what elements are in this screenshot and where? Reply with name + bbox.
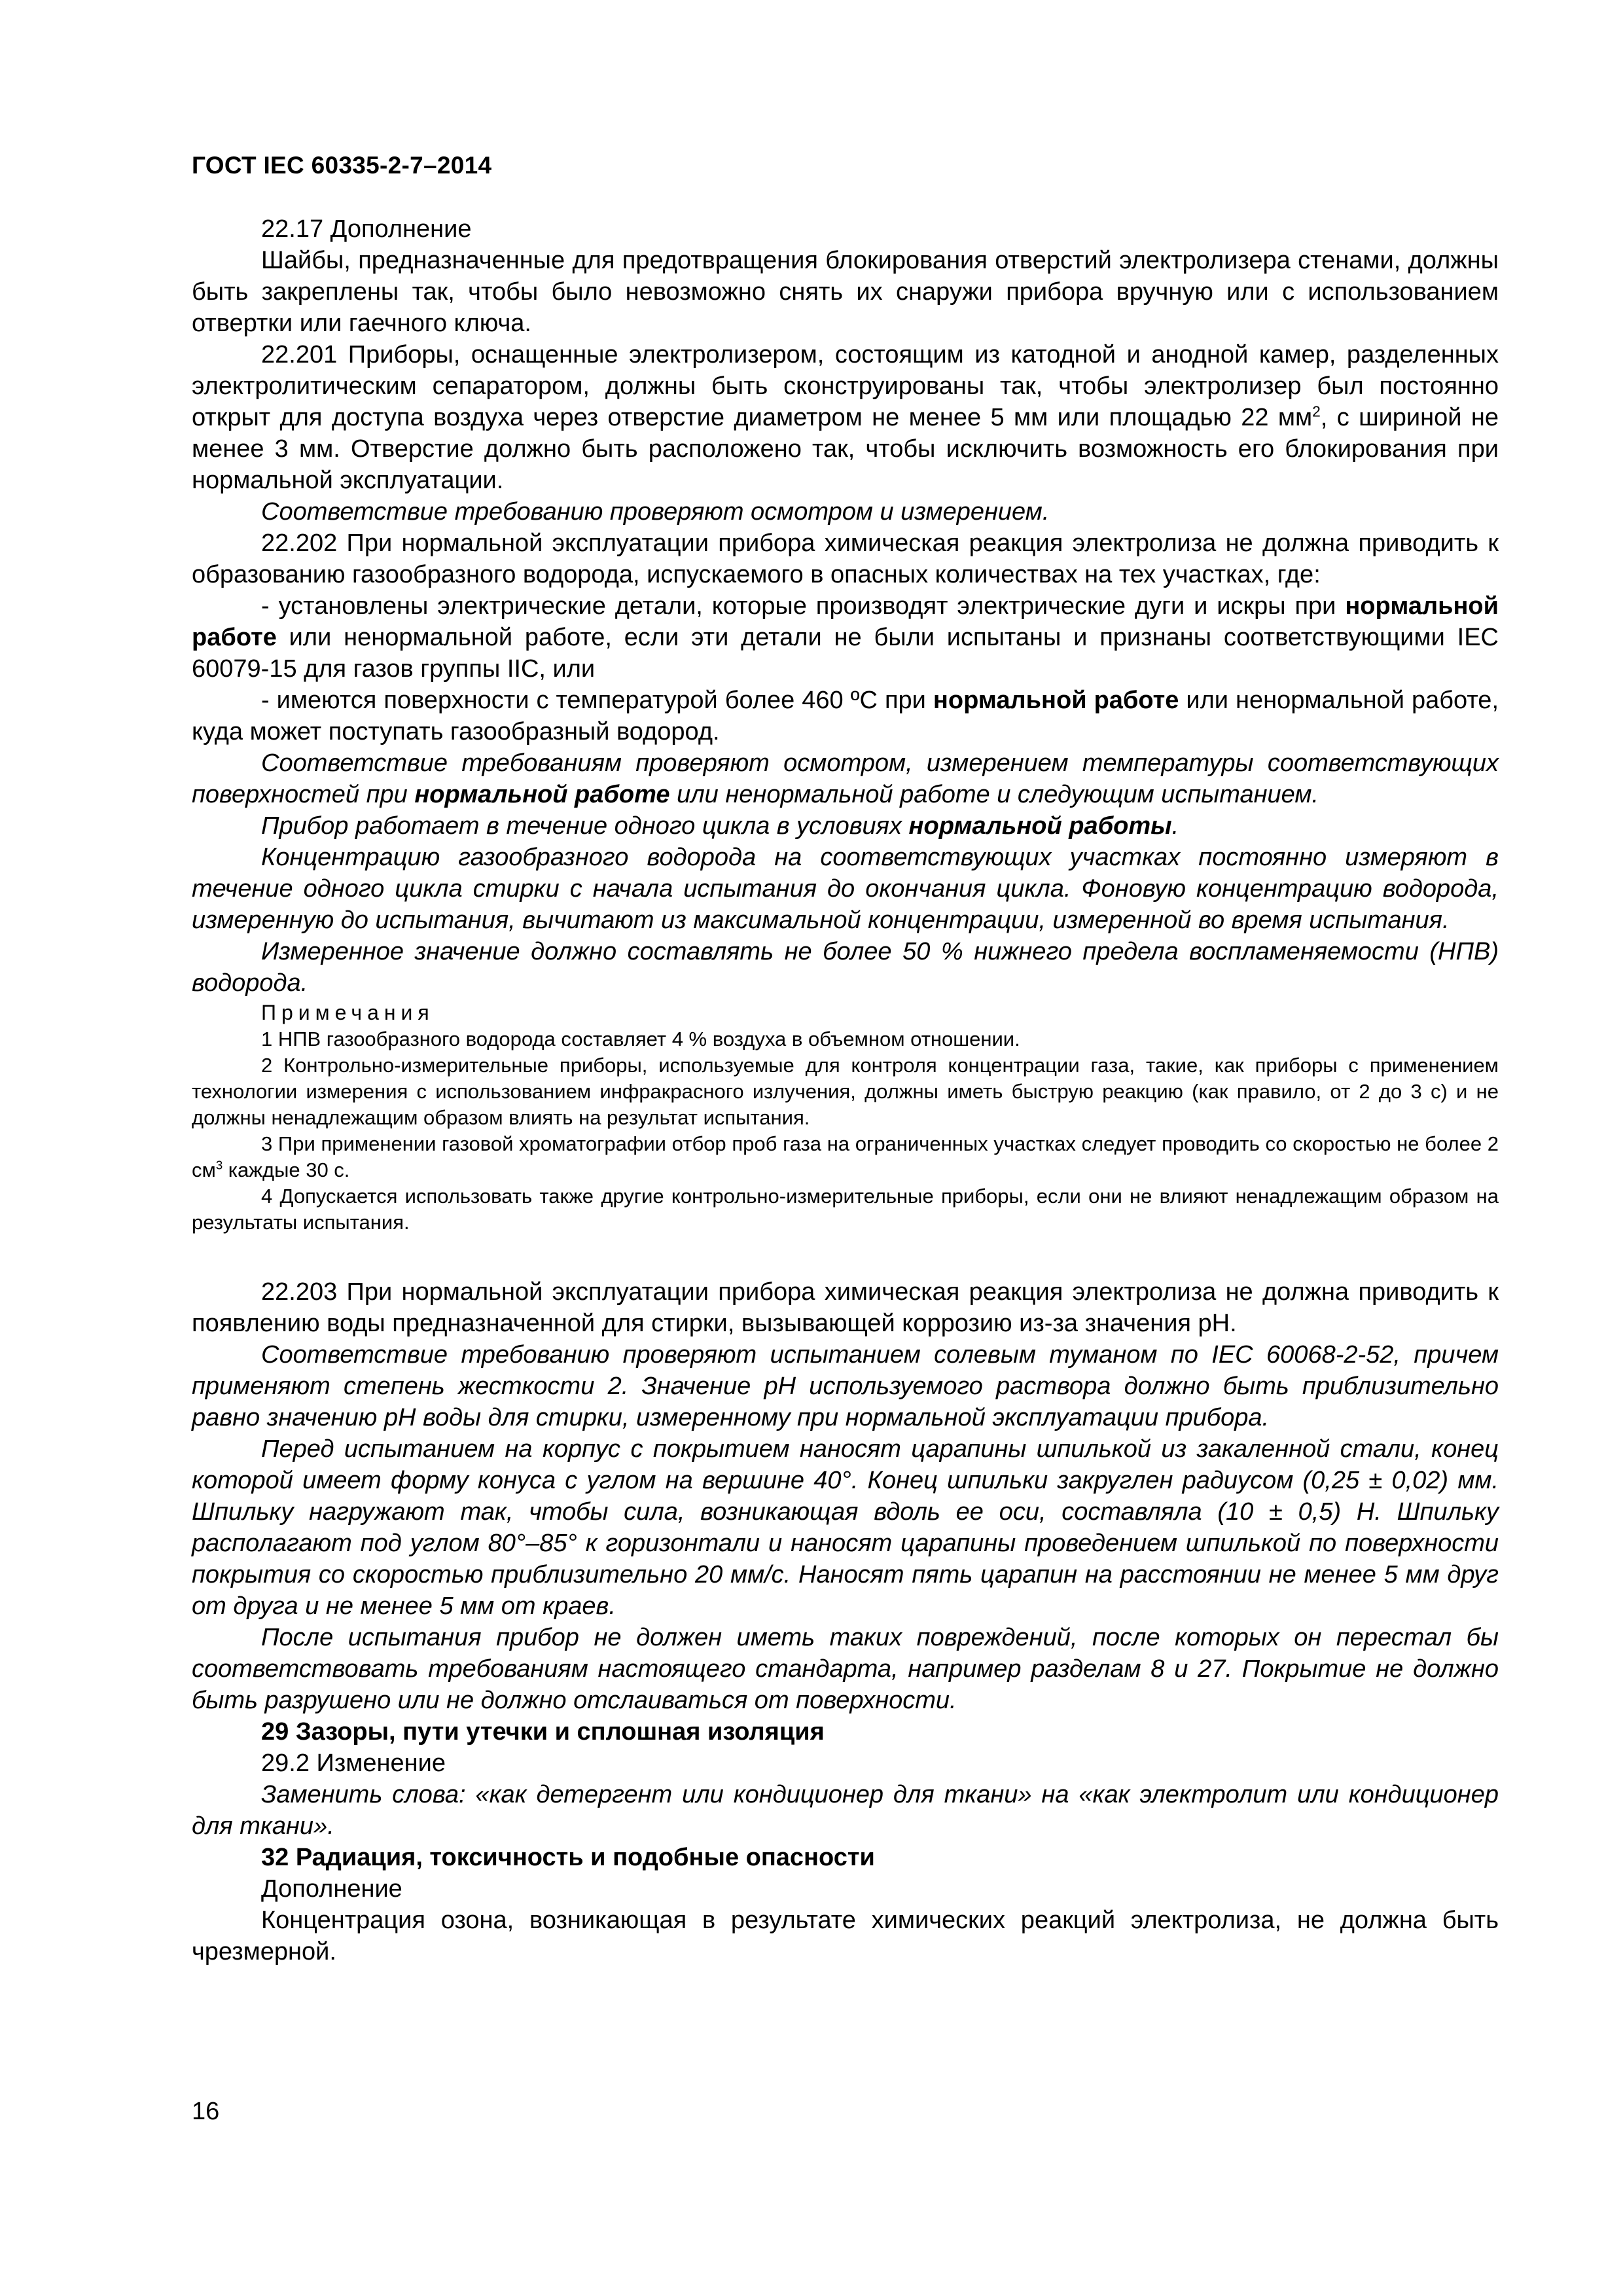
- notes-heading: Примечания: [261, 1001, 435, 1024]
- note-3-text-b: каждые 30 с.: [223, 1158, 350, 1181]
- clause-22-201-text-b: , с шириной не менее 3 мм. Отверстие должно быть расположено так, чтобы исключить возможность его блокирования при нормальной эксплуатации.: [192, 404, 1499, 494]
- section-32-subheading: Дополнение: [261, 1875, 402, 1903]
- clause-29-2-text: Заменить слова: «как детергент или кондиционер для ткани» на «как электролит или кондиционер для ткани».: [192, 1781, 1499, 1840]
- page-number: 16: [192, 2098, 220, 2125]
- defined-term: нормальной работы: [908, 812, 1172, 840]
- clause-22-202-intro: 22.202 При нормальной эксплуатации прибора химическая реакция электролиза не должна приводить к образованию газообразного водорода, испускаемого в опасных количествах на тех участках, где:: [192, 529, 1499, 588]
- clause-22-202-cycle: [192, 810, 1499, 842]
- clause-22-203-check: Соответствие требованию проверяют испытанием солевым туманом по IEC 60068-2-52, причем применяют степень жесткости 2. Значение рН используемого раствора должно быть приблизительно равно значению рН воды для стирки, измеренному при нормальной эксплуатации прибора.: [192, 1341, 1499, 1431]
- clause-22-17-text: Шайбы, предназначенные для предотвращения блокирования отверстий электролизера стенами, должны быть закреплены так, чтобы было невозможно снять их снаружи прибора вручную или с использованием отвертки или гаечного ключа.: [192, 247, 1499, 337]
- clause-22-201-check: Соответствие требованию проверяют осмотром и измерением.: [261, 498, 1050, 526]
- check-text-a: Соответствие требованиям проверяют осмотром, измерением температуры соответствующих поверхностей при: [192, 749, 1499, 808]
- defined-term: нормальной работе: [192, 592, 1499, 651]
- note-3: [192, 1131, 1499, 1183]
- page-body: [192, 213, 1499, 1967]
- clause-22-202-limit: Измеренное значение должно составлять не более 50 % нижнего предела воспламеняемости (НПВ) водорода.: [192, 938, 1499, 997]
- clause-22-203-scratch-test: Перед испытанием на корпус с покрытием наносят царапины шпилькой из закаленной стали, конец которой имеет форму конуса с углом на вершине 40°. Конец шпильки закруглен радиусом (0,25 ± 0,02) мм. Шпильку нагружают так, чтобы сила, возникающая вдоль ее оси, составляла (10 ± 0,5) Н. Шпильку располагают под углом 80°–85° к горизонтали и наносят царапины проведением шпилькой по поверхности покрытия со скоростью приблизительно 20 мм/с. Наносят пять царапин на расстоянии не менее 5 мм друг от друга и не менее 5 мм от краев.: [192, 1435, 1499, 1620]
- volume-unit-superscript: 3: [215, 1158, 223, 1172]
- clause-22-202-concentration: Концентрацию газообразного водорода на соответствующих участках постоянно измеряют в течение одного цикла стирки с начала испытания до окончания цикла. Фоновую концентрацию водорода, измеренную до испытания, вычитают из максимальной концентрации, измеренной во время испытания.: [192, 844, 1499, 934]
- clause-29-2-heading: 29.2 Изменение: [261, 1749, 446, 1777]
- check-text-b: или ненормальной работе и следующим испытанием.: [669, 781, 1319, 808]
- section-32-title: 32 Радиация, токсичность и подобные опасности: [261, 1844, 875, 1871]
- clause-22-203-after-test: После испытания прибор не должен иметь таких повреждений, после которых он перестал бы соответствовать требованиям настоящего стандарта, например разделам 8 и 27. Покрытие не должно быть разрушено или не должно отслаиваться от поверхности.: [192, 1624, 1499, 1714]
- cycle-text-a: Прибор работает в течение одного цикла в условиях: [261, 812, 909, 840]
- section-32-text: Концентрация озона, возникающая в результате химических реакций электролиза, не должна быть чрезмерной.: [192, 1907, 1499, 1965]
- note-2: 2 Контрольно-измерительные приборы, используемые для контроля концентрации газа, такие, как приборы с применением технологии измерения с использованием инфракрасного излучения, должны иметь быструю реакцию (как правило, от 2 до 3 с) и не должны ненадлежащим образом влиять на результат испытания.: [192, 1054, 1499, 1129]
- item-2-text-a: - имеются поверхности с температурой более 460 ºС при: [261, 687, 933, 714]
- area-unit-superscript: 2: [1312, 403, 1321, 420]
- spacer: [192, 1236, 1499, 1276]
- defined-term: нормальной работе: [933, 687, 1179, 714]
- defined-term: нормальной работе: [414, 781, 670, 808]
- standard-header: ГОСТ IEC 60335-2-7–2014: [192, 152, 492, 179]
- note-3-text-a: 3 При применении газовой хроматографии отбор проб газа на ограниченных участках следует проводить со скоростью не более 2 см: [192, 1132, 1499, 1181]
- item-2-text-b: или ненормальной работе, куда может поступать газообразный водород.: [192, 687, 1499, 745]
- cycle-text-b: .: [1171, 812, 1179, 840]
- note-4: 4 Допускается использовать также другие контрольно-измерительные приборы, если они не влияют ненадлежащим образом на результаты испытания.: [192, 1185, 1499, 1234]
- item-1-text-a: - установлены электрические детали, которые производят электрические дуги и искры при: [261, 592, 1346, 620]
- item-1-text-b: или ненормальной работе, если эти детали не были испытаны и признаны соответствующими IEC 60079-15 для газов группы IIC, или: [192, 624, 1499, 683]
- clause-22-202-item-1: [192, 590, 1499, 685]
- clause-22-202-item-2: [192, 685, 1499, 747]
- note-1: 1 НПВ газообразного водорода составляет 4 % воздуха в объемном отношении.: [261, 1028, 1020, 1050]
- clause-22-202-check: [192, 747, 1499, 810]
- clause-22-201-text: [192, 339, 1499, 496]
- clause-22-17-heading: 22.17 Дополнение: [261, 215, 472, 243]
- clause-22-203-intro: 22.203 При нормальной эксплуатации прибора химическая реакция электролиза не должна приводить к появлению воды предназначенной для стирки, вызывающей коррозию из-за значения рН.: [192, 1278, 1499, 1337]
- clause-22-201-text-a: 22.201 Приборы, оснащенные электролизером, состоящим из катодной и анодной камер, разделенных электролитическим сепаратором, должны быть сконструированы так, чтобы электролизер был постоянно открыт для доступа воздуха через отверстие диаметром не менее 5 мм или площадью 22 мм: [192, 341, 1499, 431]
- section-29-title: 29 Зазоры, пути утечки и сплошная изоляция: [261, 1718, 825, 1746]
